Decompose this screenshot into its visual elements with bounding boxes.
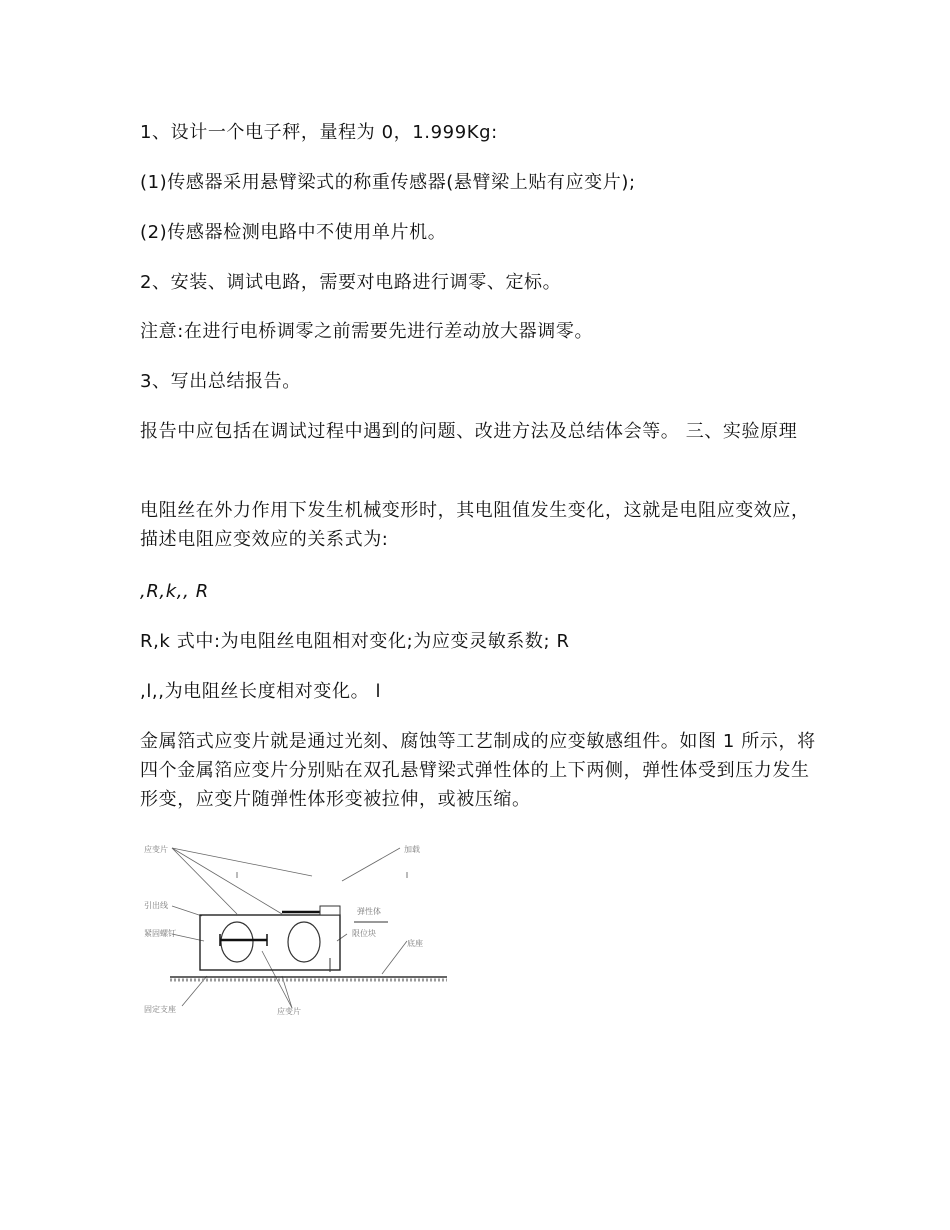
requirement-1-item-2: (2)传感器检测电路中不使用单片机。 xyxy=(140,222,447,243)
formula-explanation-2: ,l,,为电阻丝长度相对变化。 l xyxy=(140,681,382,702)
label-elastic-body: 弹性体 xyxy=(357,907,381,916)
leader-lines xyxy=(172,848,407,1008)
report-note-and-section-heading: 报告中应包括在调试过程中遇到的问题、改进方法及总结体会等。 三、实验原理 xyxy=(140,421,798,442)
label-fixing-screw: 紧固螺钉 xyxy=(144,929,176,938)
load-bracket xyxy=(237,872,407,878)
label-limit-block: 限位块 xyxy=(352,929,376,938)
label-base: 底座 xyxy=(407,939,423,948)
label-bottom-gauge: 应变片 xyxy=(277,1007,301,1016)
cantilever-diagram-svg xyxy=(142,836,452,1021)
label-fixed-support: 固定支座 xyxy=(144,1005,176,1014)
label-load: 加载 xyxy=(404,845,420,854)
strain-gauge-paragraph: 金属箔式应变片就是通过光刻、腐蚀等工艺制成的应变敏感组件。如图 1 所示，将四个金属箔应变片分别贴在双孔悬臂梁式弹性体的上下两侧，弹性体受到压力发生形变，应变片随弹性体形变被拉伸，或被压缩。 xyxy=(140,731,816,810)
hole-left xyxy=(221,922,253,962)
formula-line: ,R,k,, R xyxy=(140,581,209,602)
hole-right xyxy=(288,922,320,962)
label-strain-gauge: 应变片 xyxy=(144,845,168,854)
label-lead-wire: 引出线 xyxy=(144,901,168,910)
principle-paragraph: 电阻丝在外力作用下发生机械变形时，其电阻值发生变化，这就是电阻应变效应，描述电阻应变效应的关系式为: xyxy=(140,500,810,550)
figure-1-cantilever-diagram xyxy=(142,836,452,1021)
note: 注意:在进行电桥调零之前需要先进行差动放大器调零。 xyxy=(140,321,594,342)
load-block xyxy=(320,906,340,915)
requirement-3: 3、写出总结报告。 xyxy=(140,371,301,392)
requirement-1-item-1: (1)传感器采用悬臂梁式的称重传感器(悬臂梁上贴有应变片); xyxy=(140,172,636,193)
requirement-1: 1、设计一个电子秤，量程为 0，1.999Kg: xyxy=(140,122,498,143)
formula-explanation: R,k 式中:为电阻丝电阻相对变化;为应变灵敏系数; R xyxy=(140,631,570,652)
requirement-2: 2、安装、调试电路，需要对电路进行调零、定标。 xyxy=(140,272,562,293)
